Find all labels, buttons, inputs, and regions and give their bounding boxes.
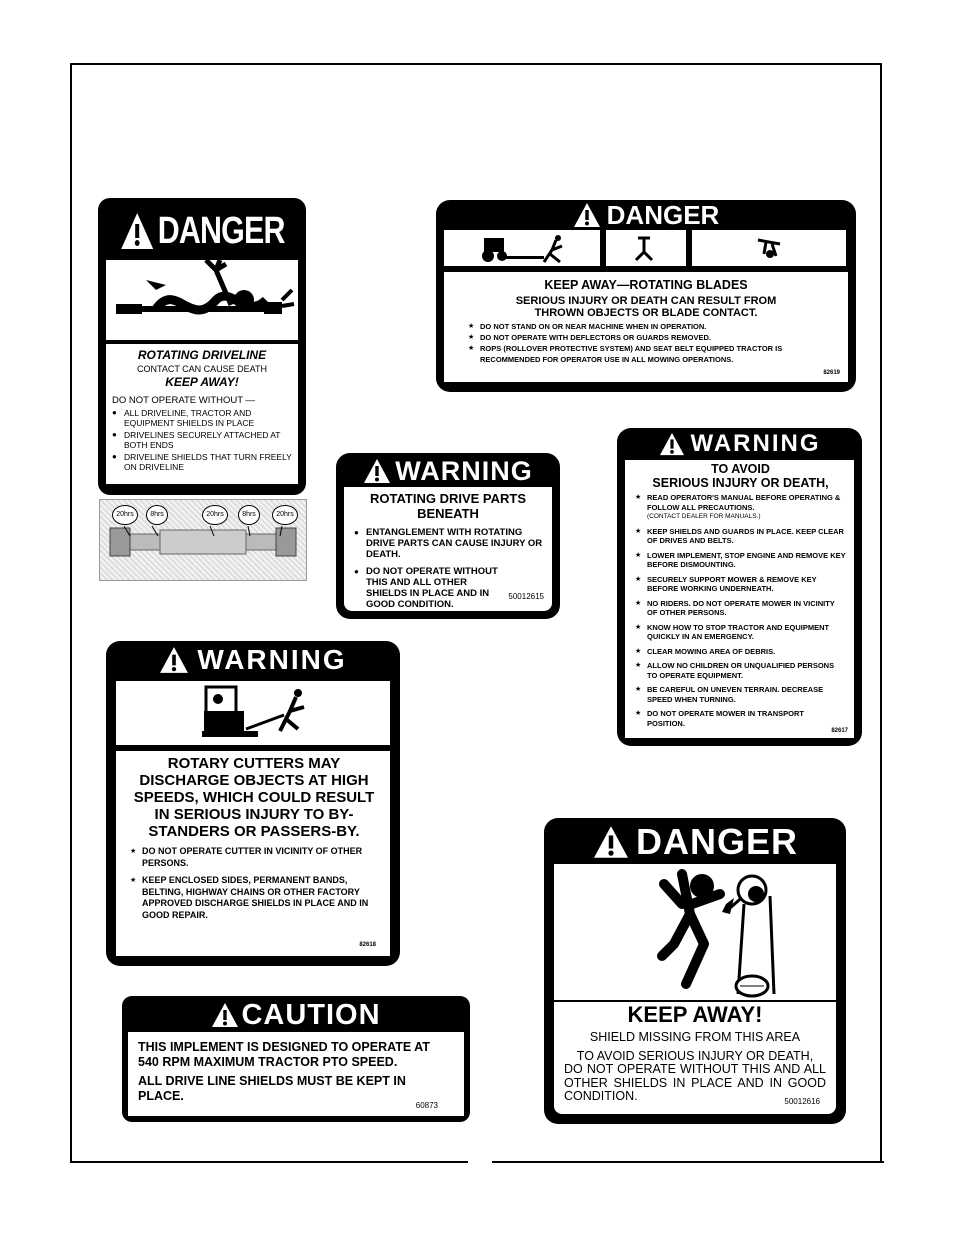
decal1-header: DANGER (157, 209, 285, 252)
decal4-note: (CONTACT DEALER FOR MANUALS.) (647, 513, 761, 520)
decal6-line2: ALL DRIVE LINE SHIELDS MUST BE KEPT IN PLACE. (138, 1074, 406, 1103)
decal1-text-panel (106, 344, 298, 484)
decal3-item: ● ENTANGLEMENT WITH ROTATING DRIVE PARTS CAN CAUSE INJURY OR DEATH. (354, 527, 544, 560)
bottom-rule-right (492, 1161, 884, 1163)
grease-label: 8hrs (238, 505, 260, 525)
decal1-lead: DO NOT OPERATE WITHOUT — (112, 395, 256, 406)
decal-danger-shield-missing (544, 818, 846, 1124)
decal2-text-panel (444, 272, 848, 382)
warning-triangle-icon (211, 1002, 239, 1028)
decal4-item: ★ KEEP SHIELDS AND GUARDS IN PLACE. KEEP CLEAR OF DRIVES AND BELTS. (635, 527, 846, 546)
decal6-line1: THIS IMPLEMENT IS DESIGNED TO OPERATE AT 540 RPM MAXIMUM TRACTOR PTO SPEED. (138, 1040, 430, 1069)
decal1-line2: KEEP AWAY! (165, 375, 239, 389)
bottom-rule-left (70, 1161, 468, 1163)
decal3-code: 50012615 (508, 592, 544, 601)
decal4-text-panel (625, 460, 854, 738)
decal7-line3: DO NOT OPERATE WITHOUT THIS AND ALL OTHER SHIELDS IN PLACE AND IN GOOD CONDITION. (564, 1062, 826, 1103)
decal4-item: ★ LOWER IMPLEMENT, STOP ENGINE AND REMOVE KEY BEFORE DISMOUNTING. (635, 551, 846, 570)
decal-danger-blades (436, 200, 856, 392)
decal-warning-rotary-cutters (106, 641, 400, 966)
warning-triangle-icon (592, 825, 630, 859)
grease-label: 20hrs (112, 505, 138, 525)
decal7-title: KEEP AWAY! (627, 1002, 763, 1027)
decal2-pictogram-3 (692, 230, 846, 266)
decal4-code: 82617 (831, 728, 848, 734)
decal3-item: ● DO NOT OPERATE WITHOUT THIS AND ALL OTHER SHIELDS IN PLACE AND IN GOOD CONDITION. (354, 566, 544, 610)
decal2-header: DANGER (606, 199, 720, 230)
grease-label: 8hrs (146, 505, 168, 525)
decal4-item: ★ DO NOT OPERATE MOWER IN TRANSPORT POSITION. (635, 709, 846, 728)
decal7-pictogram (554, 864, 836, 1000)
decal7-line2: TO AVOID SERIOUS INJURY OR DEATH, (576, 1049, 814, 1063)
decal-warning-drive-parts (336, 453, 560, 619)
decal4-header: WARNING (690, 430, 821, 457)
decal7-line1: SHIELD MISSING FROM THIS AREA (589, 1030, 801, 1044)
decal4-title1: TO AVOID (711, 462, 770, 476)
decal6-code: 60873 (415, 1101, 438, 1110)
decal1-line1: CONTACT CAN CAUSE DEATH (136, 364, 267, 374)
decal2-pictogram-1 (444, 230, 600, 266)
warning-triangle-icon (573, 202, 601, 228)
decal1-item: ● DRIVELINES SECURELY ATTACHED AT BOTH ENDS (112, 430, 292, 450)
decal2-item: ★ DO NOT OPERATE WITH DEFLECTORS OR GUARDS REMOVED. (468, 332, 836, 343)
decal2-title: KEEP AWAY—ROTATING BLADES (544, 278, 748, 292)
decal4-title2: SERIOUS INJURY OR DEATH, (652, 476, 829, 490)
warning-triangle-icon (159, 646, 189, 674)
decal6-text-panel (128, 1032, 464, 1116)
decal-warning-precautions (617, 428, 862, 746)
decal6-header: CAUTION (241, 998, 381, 1031)
decal3-text-panel (344, 487, 552, 611)
decal5-pictogram (116, 681, 390, 745)
decal5-code: 82618 (359, 942, 376, 948)
decal5-item: ★ KEEP ENCLOSED SIDES, PERMANENT BANDS, BELTING, HIGHWAY CHAINS OR OTHER FACTORY APPROVED DISCHARGE SHIELDS IN PLACE AND IN GOOD REPAIR. (130, 875, 378, 921)
decal2-sub2: THROWN OBJECTS OR BLADE CONTACT. (534, 307, 758, 319)
decal-danger-driveline (98, 198, 306, 495)
decal4-item: ★ NO RIDERS. DO NOT OPERATE MOWER IN VICINITY OF OTHER PERSONS. (635, 599, 846, 618)
decal4-item: ★ READ OPERATOR'S MANUAL BEFORE OPERATING & FOLLOW ALL PRECAUTIONS. (CONTACT DEALER FOR MANUALS.) (635, 493, 846, 522)
decal2-sub1: SERIOUS INJURY OR DEATH CAN RESULT FROM (515, 295, 777, 307)
decal1-item: ● DRIVELINE SHIELDS THAT TURN FREELY ON DRIVELINE (112, 452, 292, 472)
decal1-item: ● ALL DRIVELINE, TRACTOR AND EQUIPMENT SHIELDS IN PLACE (112, 408, 292, 428)
decal5-item: ★ DO NOT OPERATE CUTTER IN VICINITY OF OTHER PERSONS. (130, 846, 378, 869)
warning-triangle-icon (659, 432, 685, 456)
grease-label: 20hrs (202, 505, 228, 525)
decal-caution-pto (122, 996, 470, 1122)
decal4-item: ★ ALLOW NO CHILDREN OR UNQUALIFIED PERSONS TO OPERATE EQUIPMENT. (635, 661, 846, 680)
decal7-text-panel (554, 1002, 836, 1114)
decal1-title: ROTATING DRIVELINE (137, 348, 267, 362)
grease-interval-diagram (99, 499, 307, 581)
warning-triangle-icon (363, 458, 391, 484)
decal2-item: ★ DO NOT STAND ON OR NEAR MACHINE WHEN IN OPERATION. (468, 321, 836, 332)
decal3-title1: ROTATING DRIVE PARTS (370, 491, 526, 506)
decal4-item: ★ KNOW HOW TO STOP TRACTOR AND EQUIPMENT QUICKLY IN AN EMERGENCY. (635, 623, 846, 642)
decal3-title2: BENEATH (417, 506, 479, 521)
decal3-header: WARNING (395, 455, 533, 486)
grease-label: 20hrs (272, 505, 298, 525)
decal5-header: WARNING (197, 644, 347, 675)
decal7-code: 50012616 (784, 1097, 820, 1106)
decal2-pictogram-2 (606, 230, 686, 266)
decal5-body: ROTARY CUTTERS MAY DISCHARGE OBJECTS AT HIGH SPEEDS, WHICH COULD RESULT IN SERIOUS INJURY TO BY-STANDERS OR PASSERS-BY. (133, 755, 375, 840)
decal7-header: DANGER (635, 821, 798, 862)
decal4-item: ★ CLEAR MOWING AREA OF DEBRIS. (635, 647, 846, 657)
decal4-item: ★ BE CAREFUL ON UNEVEN TERRAIN. DECREASE SPEED WHEN TURNING. (635, 685, 846, 704)
warning-triangle-icon (119, 211, 154, 251)
decal2-item: ★ ROPS (ROLLOVER PROTECTIVE SYSTEM) AND SEAT BELT EQUIPPED TRACTOR IS RECOMMENDED FOR OPERATOR USE IN ALL MOWING OPERATIONS. (468, 343, 836, 365)
decal1-pictogram (106, 260, 298, 340)
decal2-code: 82619 (823, 370, 840, 376)
decal4-item: ★ SECURELY SUPPORT MOWER & REMOVE KEY BEFORE WORKING UNDERNEATH. (635, 575, 846, 594)
decal5-text-panel (116, 751, 390, 956)
